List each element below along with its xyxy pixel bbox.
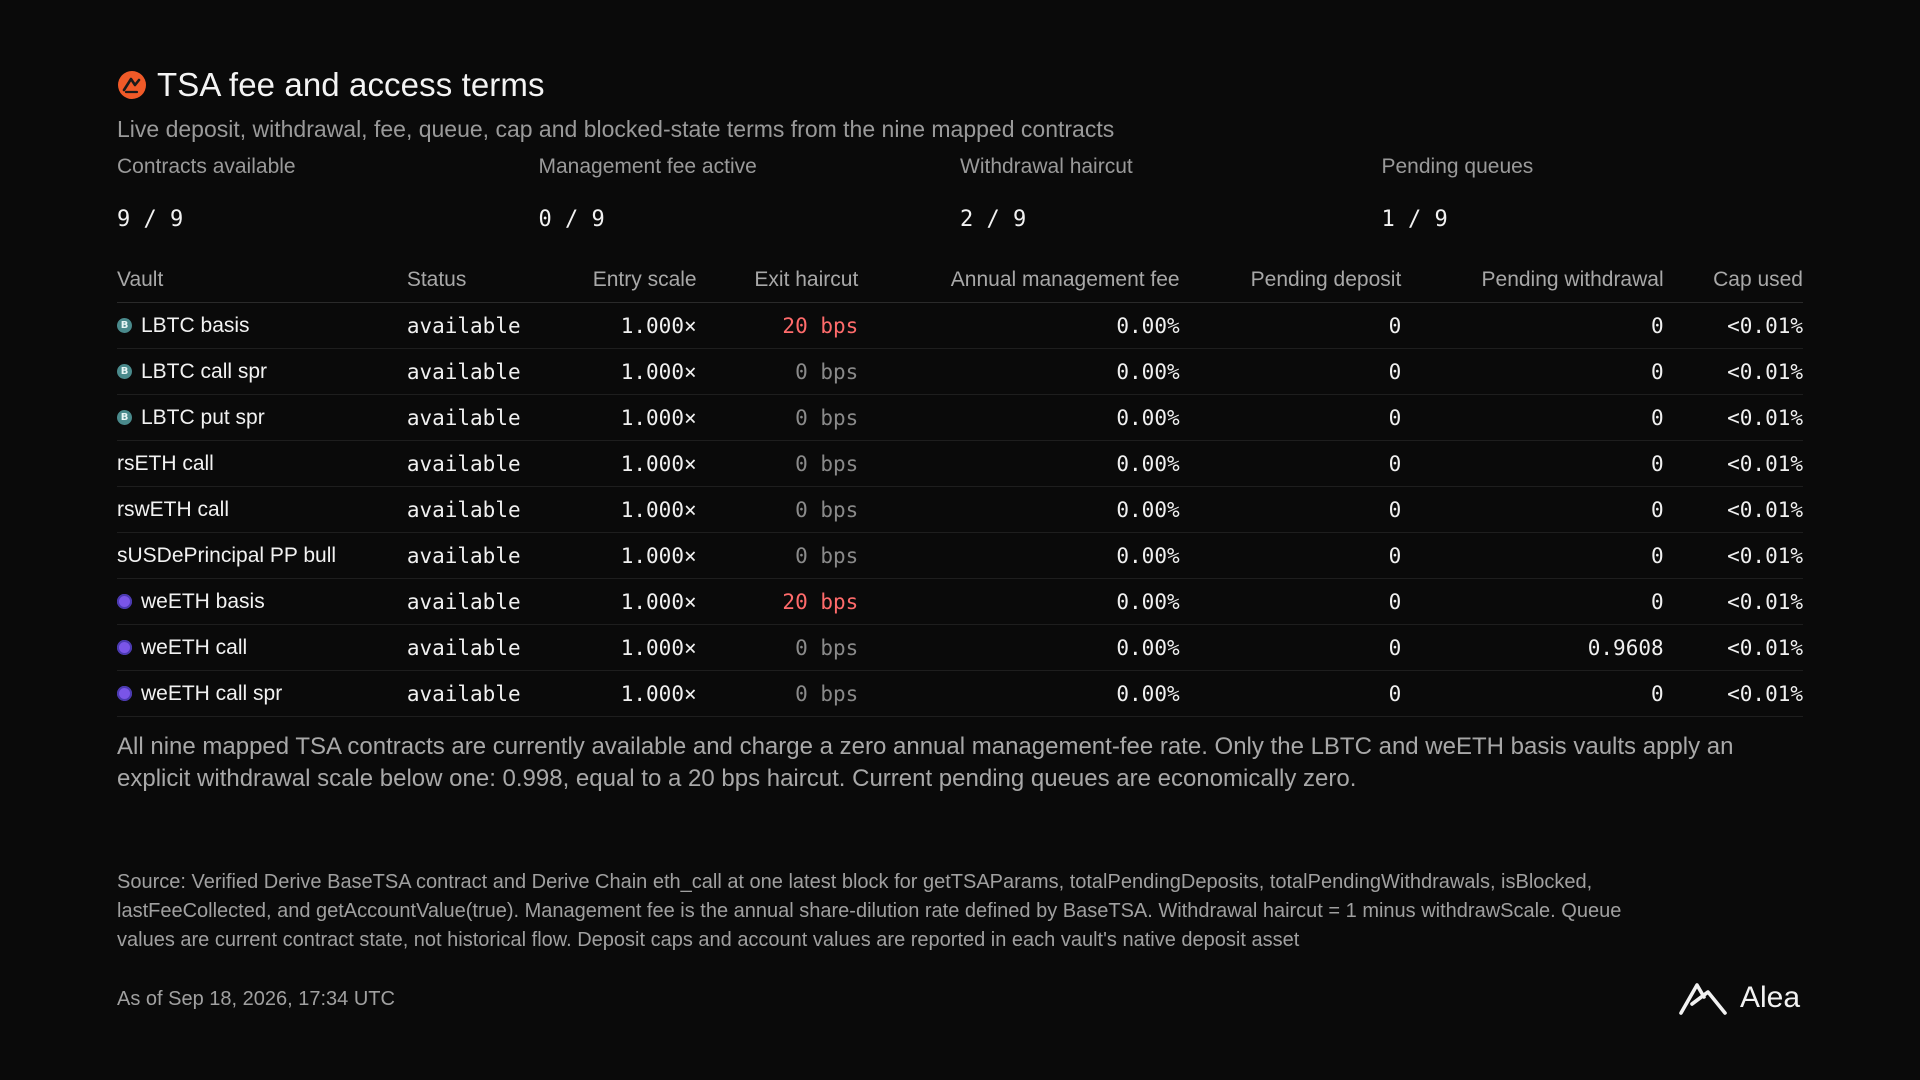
eth-coin-icon (117, 686, 132, 701)
stat-label: Contracts available (117, 155, 296, 178)
vault-name-cell (117, 360, 407, 384)
entry-scale-cell: 1.000× (534, 533, 697, 579)
entry-scale-cell: 1.000× (534, 349, 697, 395)
cap-used-cell: <0.01% (1664, 533, 1803, 579)
pending-withdrawal-cell: 0 (1401, 533, 1663, 579)
entry-scale-cell: 1.000× (534, 579, 697, 625)
table-row (117, 303, 1803, 349)
table-row (117, 395, 1803, 441)
eth-coin-icon (117, 594, 132, 609)
btc-coin-icon (117, 410, 132, 425)
stat-label: Withdrawal haircut (960, 155, 1133, 178)
col-header-status: Status (407, 258, 534, 303)
pending-withdrawal-cell: 0 (1401, 395, 1663, 441)
cap-used-cell: <0.01% (1664, 395, 1803, 441)
management-fee-cell: 0.00% (858, 533, 1179, 579)
vault-name: sUSDePrincipal PP bull (117, 543, 337, 567)
pending-deposit-cell: 0 (1180, 395, 1402, 441)
pending-deposit-cell: 0 (1180, 533, 1402, 579)
vault-name-cell (117, 590, 407, 614)
stat-value: 2 / 9 (960, 207, 1027, 232)
derive-logo-icon (117, 70, 147, 100)
exit-haircut-cell: 20 bps (697, 579, 859, 625)
status-cell: available (407, 487, 534, 533)
vault-name-cell (117, 682, 407, 706)
cap-used-cell: <0.01% (1664, 303, 1803, 349)
vault-name: LBTC call spr (141, 359, 268, 383)
cap-used-cell: <0.01% (1664, 487, 1803, 533)
btc-coin-icon (117, 318, 132, 333)
pending-withdrawal-cell: 0 (1401, 303, 1663, 349)
stat-contracts-available (117, 155, 539, 232)
stat-pending-queues (1382, 155, 1804, 232)
pending-withdrawal-cell: 0 (1401, 441, 1663, 487)
vault-name: rsETH call (117, 451, 214, 475)
entry-scale-cell: 1.000× (534, 395, 697, 441)
exit-haircut-cell: 0 bps (697, 349, 859, 395)
stat-label: Management fee active (538, 155, 757, 178)
status-cell: available (407, 395, 534, 441)
vault-name-cell (117, 406, 407, 430)
status-cell: available (407, 625, 534, 671)
stat-management-fee-active (539, 155, 961, 232)
page-title: TSA fee and access terms (157, 66, 545, 103)
stats-row (117, 155, 1803, 232)
stat-withdrawal-haircut (960, 155, 1382, 232)
management-fee-cell: 0.00% (858, 303, 1179, 349)
management-fee-cell: 0.00% (858, 395, 1179, 441)
management-fee-cell: 0.00% (858, 579, 1179, 625)
col-header-pending-deposit: Pending deposit (1180, 258, 1402, 303)
vault-name-cell (117, 314, 407, 338)
report-panel (117, 60, 1803, 795)
col-header-entry-scale: Entry scale (534, 258, 697, 303)
pending-deposit-cell: 0 (1180, 487, 1402, 533)
table-row (117, 579, 1803, 625)
pending-deposit-cell: 0 (1180, 441, 1402, 487)
pending-deposit-cell: 0 (1180, 303, 1402, 349)
vault-name: weETH basis (141, 589, 265, 613)
status-cell: available (407, 533, 534, 579)
pending-deposit-cell: 0 (1180, 349, 1402, 395)
exit-haircut-cell: 0 bps (697, 395, 859, 441)
exit-haircut-cell: 0 bps (697, 487, 859, 533)
pending-withdrawal-cell: 0 (1401, 671, 1663, 717)
table-row (117, 349, 1803, 395)
pending-withdrawal-cell: 0 (1401, 579, 1663, 625)
pending-withdrawal-cell: 0.9608 (1401, 625, 1663, 671)
table-header-row (117, 258, 1803, 303)
vault-name: LBTC basis (141, 313, 250, 337)
vault-name-cell (117, 636, 407, 660)
vault-terms-table (117, 258, 1803, 717)
table-row (117, 625, 1803, 671)
source-note: Source: Verified Derive BaseTSA contract and Derive Chain eth_call at one latest block for getTSAParams, totalPendingDeposits, totalPendingWithdrawals, isBlocked, lastFeeCollected, and getAccountValue(true). Management fee is the annual share-dilution rate defined by BaseTSA. Withdrawal haircut = 1 minus withdrawScale. Queue values are current contract state, not historical flow. Deposit caps and account values are reported in each vault's native deposit asset (117, 871, 1622, 951)
entry-scale-cell: 1.000× (534, 671, 697, 717)
as-of-timestamp: As of Sep 18, 2026, 17:34 UTC (117, 988, 395, 1010)
summary-text: All nine mapped TSA contracts are currently available and charge a zero annual management-fee rate. Only the LBTC and weETH basis vaults apply an explicit withdrawal scale below one: 0.998, equal to a 20 bps haircut. Current pending queues are economically zero. (117, 733, 1734, 792)
management-fee-cell: 0.00% (858, 625, 1179, 671)
status-cell: available (407, 671, 534, 717)
status-cell: available (407, 441, 534, 487)
cap-used-cell: <0.01% (1664, 671, 1803, 717)
stat-value: 1 / 9 (1381, 207, 1448, 232)
vault-name: weETH call spr (141, 681, 283, 705)
table-row (117, 441, 1803, 487)
cap-used-cell: <0.01% (1664, 579, 1803, 625)
col-header-annual-management-fee: Annual management fee (858, 258, 1179, 303)
entry-scale-cell: 1.000× (534, 487, 697, 533)
vault-name: LBTC put spr (141, 405, 265, 429)
cap-used-cell: <0.01% (1664, 349, 1803, 395)
exit-haircut-cell: 20 bps (697, 303, 859, 349)
pending-deposit-cell: 0 (1180, 579, 1402, 625)
table-row (117, 533, 1803, 579)
exit-haircut-cell: 0 bps (697, 625, 859, 671)
cap-used-cell: <0.01% (1664, 625, 1803, 671)
col-header-exit-haircut: Exit haircut (697, 258, 859, 303)
status-cell: available (407, 349, 534, 395)
entry-scale-cell: 1.000× (534, 441, 697, 487)
status-cell: available (407, 579, 534, 625)
pending-deposit-cell: 0 (1180, 625, 1402, 671)
management-fee-cell: 0.00% (858, 441, 1179, 487)
stat-value: 0 / 9 (538, 207, 605, 232)
stat-value: 9 / 9 (117, 207, 184, 232)
brand-name: Alea (1740, 981, 1801, 1014)
entry-scale-cell: 1.000× (534, 303, 697, 349)
alea-logo-icon (1678, 980, 1730, 1016)
cap-used-cell: <0.01% (1664, 441, 1803, 487)
page-subtitle: Live deposit, withdrawal, fee, queue, cap and blocked-state terms from the nine mapped contracts (117, 116, 1115, 142)
exit-haircut-cell: 0 bps (697, 671, 859, 717)
vault-name-cell (117, 498, 407, 522)
management-fee-cell: 0.00% (858, 487, 1179, 533)
entry-scale-cell: 1.000× (534, 625, 697, 671)
table-row (117, 671, 1803, 717)
pending-withdrawal-cell: 0 (1401, 349, 1663, 395)
pending-withdrawal-cell: 0 (1401, 487, 1663, 533)
vault-name-cell (117, 544, 407, 568)
management-fee-cell: 0.00% (858, 671, 1179, 717)
status-cell: available (407, 303, 534, 349)
btc-coin-icon (117, 364, 132, 379)
vault-name: weETH call (141, 635, 248, 659)
eth-coin-icon (117, 640, 132, 655)
exit-haircut-cell: 0 bps (697, 533, 859, 579)
title-row (117, 60, 1803, 110)
pending-deposit-cell: 0 (1180, 671, 1402, 717)
management-fee-cell: 0.00% (858, 349, 1179, 395)
col-header-pending-withdrawal: Pending withdrawal (1401, 258, 1663, 303)
vault-name-cell (117, 452, 407, 476)
vault-name: rswETH call (117, 497, 230, 521)
exit-haircut-cell: 0 bps (697, 441, 859, 487)
stat-label: Pending queues (1381, 155, 1534, 178)
table-body (117, 303, 1803, 717)
table-row (117, 487, 1803, 533)
col-header-cap-used: Cap used (1664, 258, 1803, 303)
col-header-vault: Vault (117, 258, 407, 303)
brand-mark (1678, 980, 1800, 1016)
